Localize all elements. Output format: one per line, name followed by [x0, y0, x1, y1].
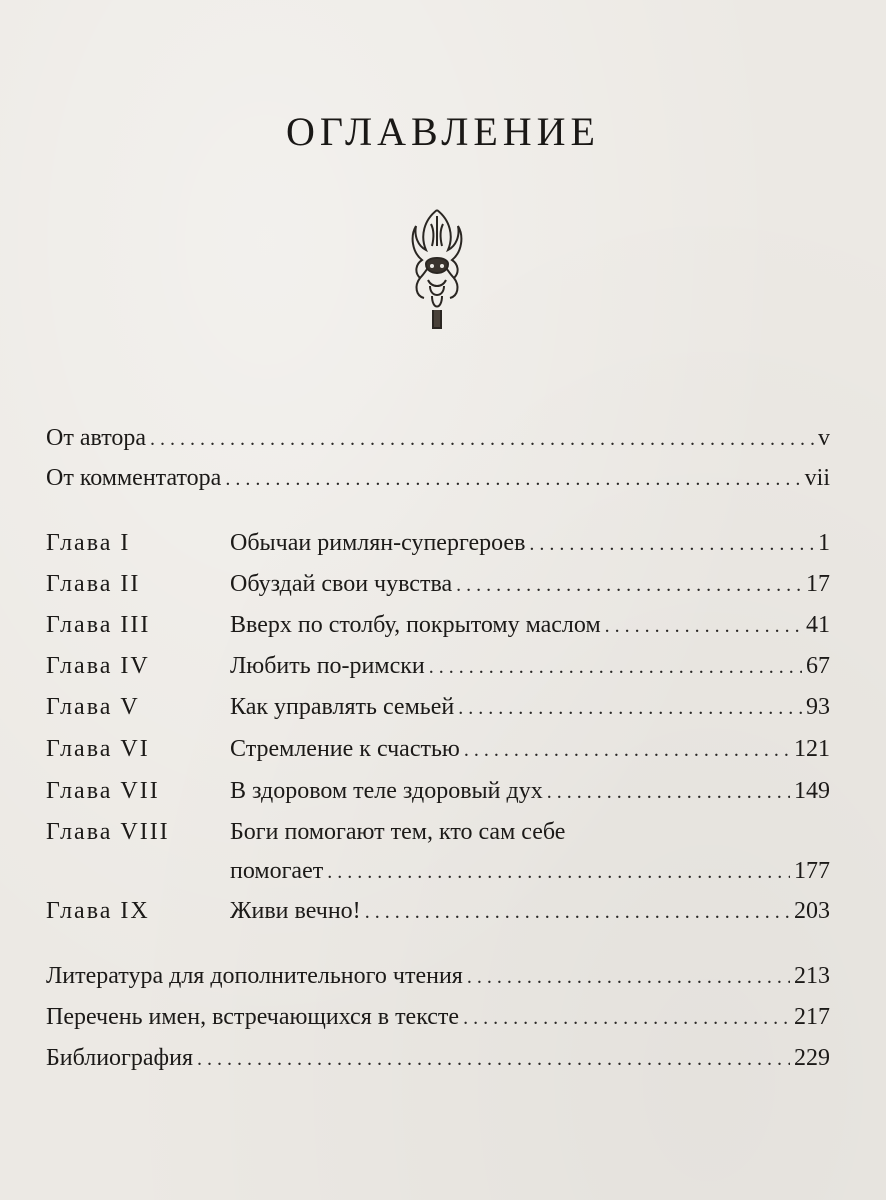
- dot-leader: [327, 854, 790, 890]
- chapter-page-number: 203: [794, 898, 830, 924]
- dot-leader: [529, 526, 814, 562]
- toc-chapter-6[interactable]: [46, 731, 830, 767]
- toc-chapter-5[interactable]: [46, 689, 830, 725]
- toc-page-number: vii: [804, 465, 830, 491]
- chapter-page-number: 121: [794, 736, 830, 762]
- toc-entry-further-reading[interactable]: [46, 958, 830, 994]
- toc-entry-from-author[interactable]: [46, 420, 830, 456]
- toc-page-number: 229: [794, 1045, 830, 1071]
- chapter-page-number: 67: [806, 653, 830, 679]
- chapter-label: Глава V: [46, 694, 140, 720]
- toc-entry-title: Литература для дополнительного чтения: [46, 963, 463, 989]
- chapter-label: Глава III: [46, 612, 151, 638]
- chapter-title: Как управлять семьей: [230, 694, 455, 720]
- dot-leader: [365, 894, 790, 930]
- chapter-label: Глава I: [46, 530, 131, 556]
- chapter-title: В здоровом теле здоровый дух: [230, 778, 543, 804]
- chapter-page-number: 17: [806, 571, 830, 597]
- chapter-page-number: 177: [794, 858, 830, 884]
- chapter-label: Глава II: [46, 571, 141, 597]
- dot-leader: [150, 421, 814, 457]
- dot-leader: [547, 774, 790, 810]
- dot-leader: [605, 608, 802, 644]
- toc-entry-name-index[interactable]: [46, 999, 830, 1035]
- page-title: ОГЛАВЛЕНИЕ: [286, 109, 600, 154]
- acanthus-ornament-icon: [404, 206, 470, 334]
- toc-entry-title: Библиография: [46, 1045, 193, 1071]
- toc-chapter-7[interactable]: [46, 773, 830, 809]
- toc-page-number: v: [818, 425, 830, 451]
- chapter-title: Стремление к счастью: [230, 736, 460, 762]
- toc-entry-title: От комментатора: [46, 465, 222, 491]
- toc-page-number: 217: [794, 1004, 830, 1030]
- chapter-title: Живи вечно!: [230, 898, 361, 924]
- dot-leader: [429, 649, 802, 685]
- toc-chapter-8[interactable]: [46, 814, 830, 850]
- chapter-label: Глава IX: [46, 898, 150, 924]
- toc-chapter-4[interactable]: [46, 648, 830, 684]
- chapter-title: Любить по-римски: [230, 653, 425, 679]
- chapter-label: Глава IV: [46, 653, 150, 679]
- toc-entry-title: Перечень имен, встречающихся в тексте: [46, 1004, 460, 1030]
- toc-chapter-8-continuation[interactable]: [230, 853, 830, 889]
- dot-leader: [197, 1041, 790, 1077]
- chapter-title: Обуздай свои чувства: [230, 571, 453, 597]
- chapter-page-number: 93: [806, 694, 830, 720]
- chapter-title: Боги помогают тем, кто сам себе: [230, 819, 566, 845]
- toc-chapter-2[interactable]: [46, 566, 830, 602]
- chapter-title: Обычаи римлян-супергероев: [230, 530, 526, 556]
- chapter-page-number: 149: [794, 778, 830, 804]
- toc-entry-title: От автора: [46, 425, 147, 451]
- dot-leader: [463, 1000, 790, 1036]
- chapter-page-number: 1: [818, 530, 830, 556]
- chapter-title: Вверх по столбу, покрытому маслом: [230, 612, 601, 638]
- toc-chapter-3[interactable]: [46, 607, 830, 643]
- dot-leader: [456, 567, 802, 603]
- dot-leader: [467, 959, 790, 995]
- dot-leader: [464, 732, 790, 768]
- chapter-label: Глава VI: [46, 736, 150, 762]
- toc-chapter-1[interactable]: [46, 525, 830, 561]
- toc-page-number: 213: [794, 963, 830, 989]
- chapter-title-continuation: помогает: [230, 858, 324, 884]
- chapter-page-number: 41: [806, 612, 830, 638]
- toc-entry-bibliography[interactable]: [46, 1040, 830, 1076]
- dot-leader: [458, 690, 802, 726]
- dot-leader: [225, 461, 800, 497]
- chapter-label: Глава VII: [46, 778, 160, 804]
- chapter-label: Глава VIII: [46, 819, 170, 845]
- toc-entry-from-commentator[interactable]: [46, 460, 830, 496]
- toc-chapter-9[interactable]: [46, 893, 830, 929]
